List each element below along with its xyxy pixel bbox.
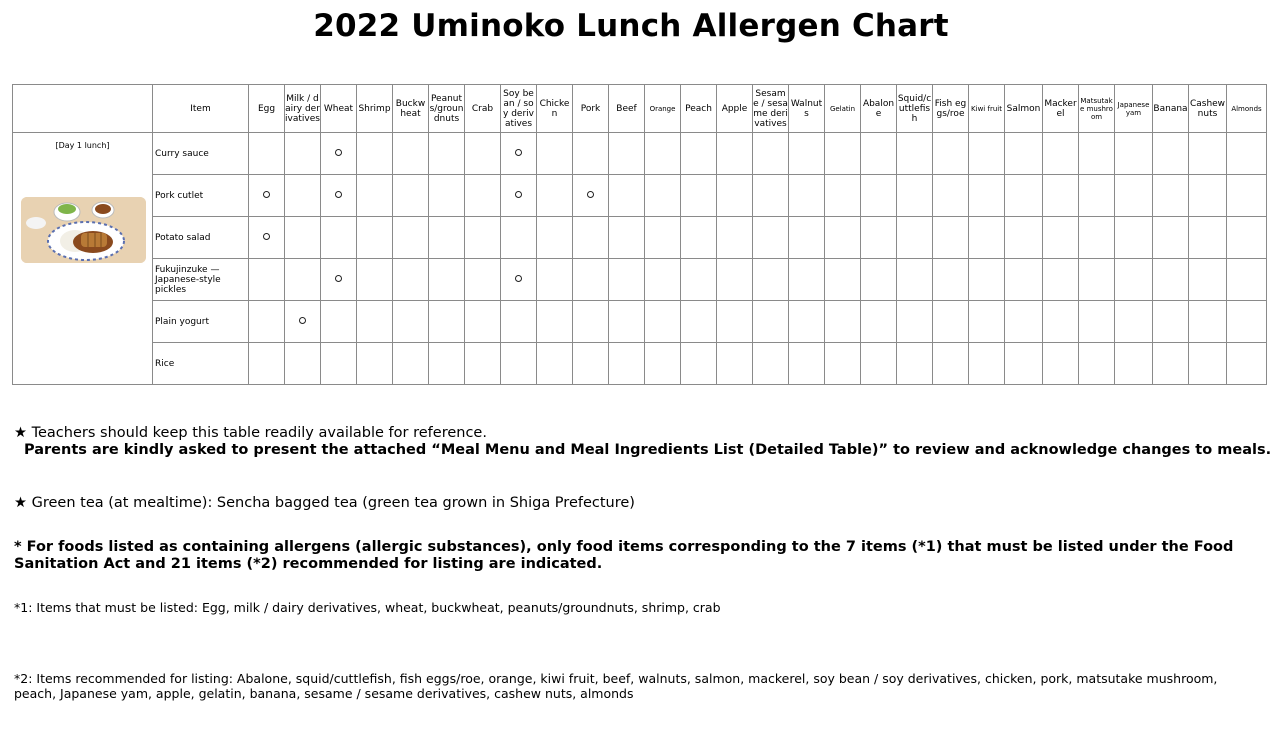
table-row xyxy=(13,175,1267,217)
allergen-cell xyxy=(501,175,537,217)
allergen-cell xyxy=(1005,133,1043,175)
allergen-cell xyxy=(861,175,897,217)
allergen-cell xyxy=(1189,259,1227,301)
table-header-row xyxy=(13,85,1267,133)
allergen-cell xyxy=(825,175,861,217)
allergen-cell xyxy=(573,343,609,385)
allergen-cell xyxy=(1189,175,1227,217)
allergen-cell xyxy=(825,259,861,301)
allergen-cell xyxy=(753,301,789,343)
allergen-cell xyxy=(645,301,681,343)
allergen-cell xyxy=(717,343,753,385)
allergen-cell xyxy=(249,133,285,175)
allergen-cell xyxy=(897,175,933,217)
allergen-cell xyxy=(573,259,609,301)
table-row xyxy=(13,133,1267,175)
allergen-cell xyxy=(1043,259,1079,301)
allergen-cell xyxy=(1005,301,1043,343)
header-allergen: Salmon xyxy=(1005,85,1043,133)
meal-photo xyxy=(21,197,146,263)
header-allergen: Peanuts/groundnuts xyxy=(429,85,465,133)
allergen-cell xyxy=(825,217,861,259)
header-allergen: Abalone xyxy=(861,85,897,133)
note-recommended-items: *2: Items recommended for listing: Abalone, squid/cuttlefish, fish eggs/roe, orange, kiwi fruit, beef, walnuts, salmon, mackerel, soy bean / soy derivatives, chicken, pork, matsutake mushroom, peach, Japanese yam, apple, gelatin, banana, sesame / sesame derivatives, cashew nuts, almonds xyxy=(14,671,1218,701)
allergen-cell xyxy=(249,175,285,217)
allergen-cell xyxy=(969,301,1005,343)
allergen-cell xyxy=(825,133,861,175)
note-teachers: ★ Teachers should keep this table readily available for reference. xyxy=(14,425,487,441)
header-allergen: Japanese yam xyxy=(1115,85,1153,133)
allergen-cell xyxy=(1115,301,1153,343)
note-parents: Parents are kindly asked to present the attached “Meal Menu and Meal Ingredients List (Detailed Table)” to review and acknowledge changes to meals. xyxy=(24,442,1272,458)
allergen-cell xyxy=(1227,259,1267,301)
contains-mark-icon xyxy=(335,275,342,282)
meal-illustration xyxy=(21,197,146,263)
allergen-cell xyxy=(285,259,321,301)
allergen-cell xyxy=(1043,301,1079,343)
allergen-cell xyxy=(609,217,645,259)
allergen-cell xyxy=(1079,175,1115,217)
contains-mark-icon xyxy=(515,275,522,282)
allergen-cell xyxy=(969,259,1005,301)
allergen-cell xyxy=(969,175,1005,217)
allergen-cell xyxy=(321,175,357,217)
day-label: [Day 1 lunch] xyxy=(55,141,110,150)
allergen-cell xyxy=(1153,217,1189,259)
allergen-cell xyxy=(897,133,933,175)
contains-mark-icon xyxy=(515,149,522,156)
header-allergen: Gelatin xyxy=(825,85,861,133)
allergen-cell xyxy=(1227,133,1267,175)
allergen-cell xyxy=(285,343,321,385)
allergen-cell xyxy=(753,259,789,301)
allergen-cell xyxy=(897,343,933,385)
allergen-cell xyxy=(1153,343,1189,385)
allergen-cell xyxy=(717,259,753,301)
allergen-cell xyxy=(501,259,537,301)
header-allergen: Apple xyxy=(717,85,753,133)
allergen-cell xyxy=(645,133,681,175)
allergen-cell xyxy=(717,133,753,175)
allergen-cell xyxy=(1005,217,1043,259)
allergen-cell xyxy=(357,175,393,217)
allergen-cell xyxy=(681,217,717,259)
allergen-cell xyxy=(609,175,645,217)
header-allergen: Pork xyxy=(573,85,609,133)
header-allergen: Cashew nuts xyxy=(1189,85,1227,133)
allergen-cell xyxy=(789,133,825,175)
allergen-cell xyxy=(1079,301,1115,343)
allergen-cell xyxy=(429,175,465,217)
note-foods-listed: * For foods listed as containing allergens (allergic substances), only food items corresponding to the 7 items (*1) that must be listed under the Food Sanitation Act and 21 items (*2) recommended for listing are indicated. xyxy=(14,539,1234,572)
header-allergen: Orange xyxy=(645,85,681,133)
allergen-cell xyxy=(933,133,969,175)
allergen-cell xyxy=(501,217,537,259)
allergen-cell xyxy=(609,259,645,301)
allergen-cell xyxy=(1079,343,1115,385)
table-row xyxy=(13,217,1267,259)
allergen-cell xyxy=(429,217,465,259)
allergen-cell xyxy=(321,217,357,259)
note-required-items: *1: Items that must be listed: Egg, milk / dairy derivatives, wheat, buckwheat, peanuts/groundnuts, shrimp, crab xyxy=(14,600,721,615)
allergen-cell xyxy=(933,217,969,259)
allergen-cell xyxy=(1189,133,1227,175)
allergen-cell xyxy=(609,301,645,343)
allergen-cell xyxy=(789,175,825,217)
allergen-cell xyxy=(357,217,393,259)
allergen-cell xyxy=(1005,259,1043,301)
allergen-cell xyxy=(609,133,645,175)
allergen-cell xyxy=(393,343,429,385)
allergen-cell xyxy=(573,301,609,343)
allergen-cell xyxy=(537,175,573,217)
allergen-cell xyxy=(717,301,753,343)
allergen-cell xyxy=(465,175,501,217)
allergen-cell xyxy=(789,217,825,259)
allergen-cell xyxy=(645,259,681,301)
contains-mark-icon xyxy=(263,233,270,240)
allergen-cell xyxy=(717,175,753,217)
allergen-cell xyxy=(537,133,573,175)
allergen-cell xyxy=(825,301,861,343)
allergen-cell xyxy=(789,301,825,343)
allergen-cell xyxy=(429,343,465,385)
allergen-cell xyxy=(1115,217,1153,259)
allergen-cell xyxy=(1115,343,1153,385)
allergen-cell xyxy=(969,343,1005,385)
allergen-cell xyxy=(465,259,501,301)
allergen-cell xyxy=(357,259,393,301)
allergen-cell xyxy=(789,259,825,301)
allergen-cell xyxy=(933,175,969,217)
allergen-cell xyxy=(537,259,573,301)
header-allergen: Walnuts xyxy=(789,85,825,133)
table-row xyxy=(13,343,1267,385)
allergen-cell xyxy=(861,217,897,259)
allergen-cell xyxy=(285,301,321,343)
table-row xyxy=(13,259,1267,301)
allergen-cell xyxy=(465,301,501,343)
allergen-cell xyxy=(429,301,465,343)
allergen-cell xyxy=(645,343,681,385)
allergen-cell xyxy=(393,217,429,259)
allergen-cell xyxy=(897,217,933,259)
allergen-cell xyxy=(897,301,933,343)
allergen-cell xyxy=(753,343,789,385)
allergen-cell xyxy=(753,217,789,259)
allergen-cell xyxy=(1189,301,1227,343)
allergen-cell xyxy=(321,301,357,343)
allergen-cell xyxy=(1189,217,1227,259)
allergen-cell xyxy=(897,259,933,301)
allergen-cell xyxy=(393,175,429,217)
allergen-cell xyxy=(321,133,357,175)
allergen-cell xyxy=(429,259,465,301)
allergen-cell xyxy=(753,175,789,217)
header-allergen: Mackerel xyxy=(1043,85,1079,133)
header-blank xyxy=(13,85,153,133)
allergen-cell xyxy=(1043,343,1079,385)
allergen-cell xyxy=(1189,343,1227,385)
allergen-cell xyxy=(1115,175,1153,217)
page-title: 2022 Uminoko Lunch Allergen Chart xyxy=(313,8,949,44)
allergen-cell xyxy=(357,301,393,343)
allergen-cell xyxy=(789,343,825,385)
allergen-cell xyxy=(465,133,501,175)
allergen-cell xyxy=(1153,259,1189,301)
header-allergen: Milk / dairy derivatives xyxy=(285,85,321,133)
allergen-cell xyxy=(501,133,537,175)
table-body xyxy=(13,133,1267,385)
header-allergen: Buckwheat xyxy=(393,85,429,133)
header-allergen: Peach xyxy=(681,85,717,133)
allergen-cell xyxy=(861,301,897,343)
header-allergen: Shrimp xyxy=(357,85,393,133)
header-allergen: Soy bean / soy derivatives xyxy=(501,85,537,133)
contains-mark-icon xyxy=(335,149,342,156)
header-allergen: Wheat xyxy=(321,85,357,133)
allergen-cell xyxy=(1079,133,1115,175)
allergen-cell xyxy=(465,343,501,385)
allergen-cell xyxy=(933,343,969,385)
allergen-cell xyxy=(1043,133,1079,175)
header-allergen: Beef xyxy=(609,85,645,133)
allergen-cell xyxy=(537,217,573,259)
allergen-cell xyxy=(573,133,609,175)
allergen-cell xyxy=(1227,217,1267,259)
allergen-cell xyxy=(681,259,717,301)
allergen-cell xyxy=(1227,343,1267,385)
allergen-cell xyxy=(1115,259,1153,301)
header-allergen: Banana xyxy=(1153,85,1189,133)
header-allergen: Chicken xyxy=(537,85,573,133)
allergen-cell xyxy=(933,301,969,343)
contains-mark-icon xyxy=(335,191,342,198)
header-item: Item xyxy=(153,85,249,133)
item-name: Potato salad xyxy=(153,217,249,259)
allergen-cell xyxy=(1227,175,1267,217)
item-name: Curry sauce xyxy=(153,133,249,175)
allergen-cell xyxy=(1153,301,1189,343)
allergen-cell xyxy=(861,343,897,385)
allergen-cell xyxy=(537,343,573,385)
allergen-cell xyxy=(393,301,429,343)
allergen-cell xyxy=(969,133,1005,175)
allergen-cell xyxy=(285,217,321,259)
allergen-cell xyxy=(501,301,537,343)
header-allergen: Matsutake mushroom xyxy=(1079,85,1115,133)
item-name: Fukujinzuke — Japanese-style pickles xyxy=(153,259,249,301)
allergen-cell xyxy=(1079,217,1115,259)
contains-mark-icon xyxy=(263,191,270,198)
allergen-cell xyxy=(861,133,897,175)
allergen-cell xyxy=(249,301,285,343)
allergen-cell xyxy=(681,301,717,343)
allergen-cell xyxy=(537,301,573,343)
contains-mark-icon xyxy=(587,191,594,198)
allergen-cell xyxy=(393,133,429,175)
allergen-cell xyxy=(681,343,717,385)
allergen-cell xyxy=(573,217,609,259)
allergen-cell xyxy=(285,175,321,217)
header-allergen: Egg xyxy=(249,85,285,133)
item-name: Pork cutlet xyxy=(153,175,249,217)
allergen-cell xyxy=(681,175,717,217)
allergen-cell xyxy=(861,259,897,301)
allergen-cell xyxy=(1153,175,1189,217)
contains-mark-icon xyxy=(515,191,522,198)
allergen-cell xyxy=(1153,133,1189,175)
header-allergen: Almonds xyxy=(1227,85,1267,133)
allergen-cell xyxy=(321,259,357,301)
allergen-cell xyxy=(645,175,681,217)
header-allergen: Sesame / sesame derivatives xyxy=(753,85,789,133)
allergen-cell xyxy=(321,343,357,385)
allergen-cell xyxy=(717,217,753,259)
allergen-cell xyxy=(573,175,609,217)
allergen-cell xyxy=(249,259,285,301)
item-name: Rice xyxy=(153,343,249,385)
day-cell xyxy=(13,133,153,385)
allergen-cell xyxy=(1079,259,1115,301)
allergen-cell xyxy=(429,133,465,175)
allergen-cell xyxy=(645,217,681,259)
header-allergen: Kiwi fruit xyxy=(969,85,1005,133)
allergen-cell xyxy=(825,343,861,385)
note-green-tea: ★ Green tea (at mealtime): Sencha bagged tea (green tea grown in Shiga Prefecture) xyxy=(14,495,635,511)
allergen-cell xyxy=(609,343,645,385)
allergen-cell xyxy=(357,343,393,385)
allergen-cell xyxy=(1043,175,1079,217)
allergen-cell xyxy=(969,217,1005,259)
allergen-cell xyxy=(465,217,501,259)
header-allergen: Fish eggs/roe xyxy=(933,85,969,133)
allergen-cell xyxy=(1115,133,1153,175)
item-name: Plain yogurt xyxy=(153,301,249,343)
contains-mark-icon xyxy=(299,317,306,324)
allergen-cell xyxy=(1043,217,1079,259)
allergen-cell xyxy=(1005,343,1043,385)
allergen-cell xyxy=(681,133,717,175)
allergen-cell xyxy=(1227,301,1267,343)
allergen-cell xyxy=(249,217,285,259)
allergen-cell xyxy=(393,259,429,301)
table-row xyxy=(13,301,1267,343)
allergen-table xyxy=(12,84,1267,385)
allergen-cell xyxy=(501,343,537,385)
header-allergen: Squid/cuttlefish xyxy=(897,85,933,133)
allergen-cell xyxy=(285,133,321,175)
header-allergen: Crab xyxy=(465,85,501,133)
allergen-cell xyxy=(933,259,969,301)
allergen-cell xyxy=(249,343,285,385)
allergen-cell xyxy=(753,133,789,175)
allergen-cell xyxy=(357,133,393,175)
allergen-cell xyxy=(1005,175,1043,217)
